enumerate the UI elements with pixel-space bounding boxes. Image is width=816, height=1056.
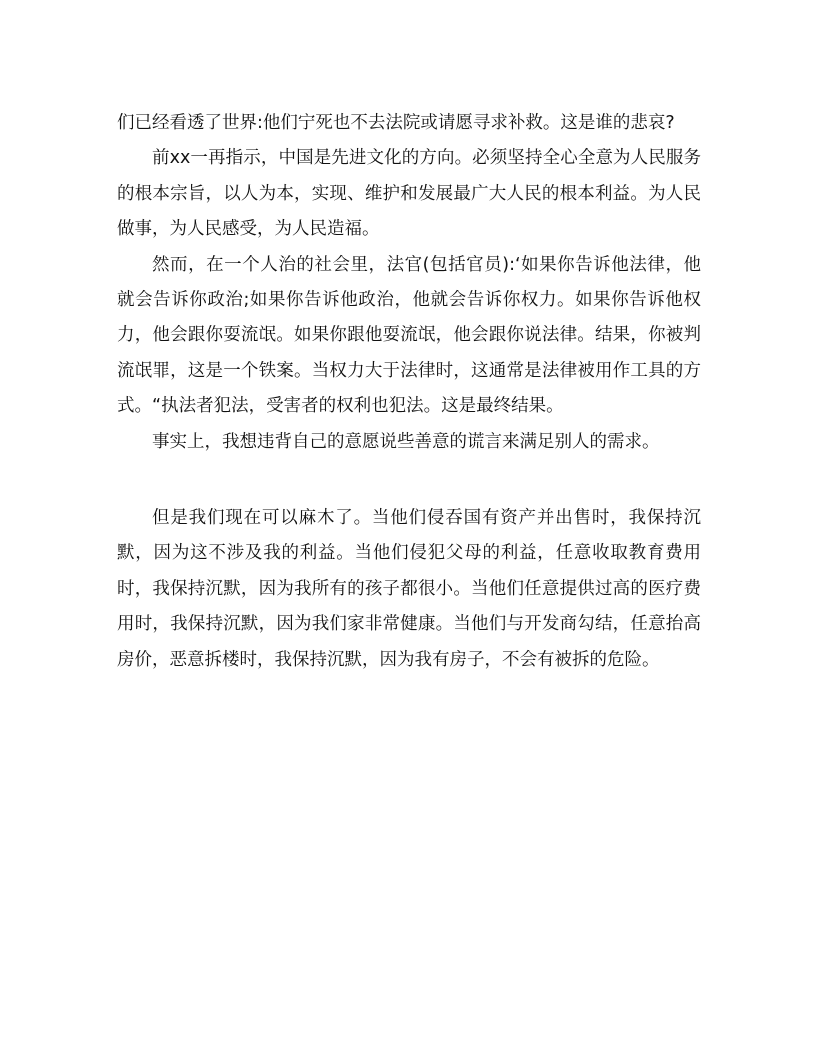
document-body	[117, 106, 701, 678]
paragraph-5: 但是我们现在可以麻木了。当他们侵吞国有资产并出售时，我保持沉默，因为这不涉及我的利益。当他们侵犯父母的利益，任意收取教育费用时，我保持沉默，因为我所有的孩子都很小。当他们任意提供过高的医疗费用时，我保持沉默，因为我们家非常健康。当他们与开发商勾结，任意抬高房价，恶意拆楼时，我保持沉默，因为我有房子，不会有被拆的危险。	[117, 508, 701, 670]
paragraph-4: 事实上，我想违背自己的意愿说些善意的谎言来满足别人的需求。	[152, 431, 660, 452]
paragraph-2: 前xx一再指示，中国是先进文化的方向。必须坚持全心全意为人民服务的根本宗旨，以人为本，实现、维护和发展最广大人民的根本利益。为人民做事，为人民感受，为人民造福。	[117, 148, 701, 240]
paragraph-3: 然而，在一个人治的社会里，法官(包括官员):‘如果你告诉他法律，他就会告诉你政治;如果你告诉他政治，他就会告诉你权力。如果你告诉他权力，他会跟你耍流氓。如果你跟他耍流氓，他会跟你说法律。结果，你被判流氓罪，这是一个铁案。当权力大于法律时，这通常是法律被用作工具的方式。“执法者犯法，受害者的权利也犯法。这是最终结果。	[117, 254, 701, 417]
paragraph-1: 们已经看透了世界:他们宁死也不去法院或请愿寻求补救。这是谁的悲哀?	[117, 113, 675, 133]
